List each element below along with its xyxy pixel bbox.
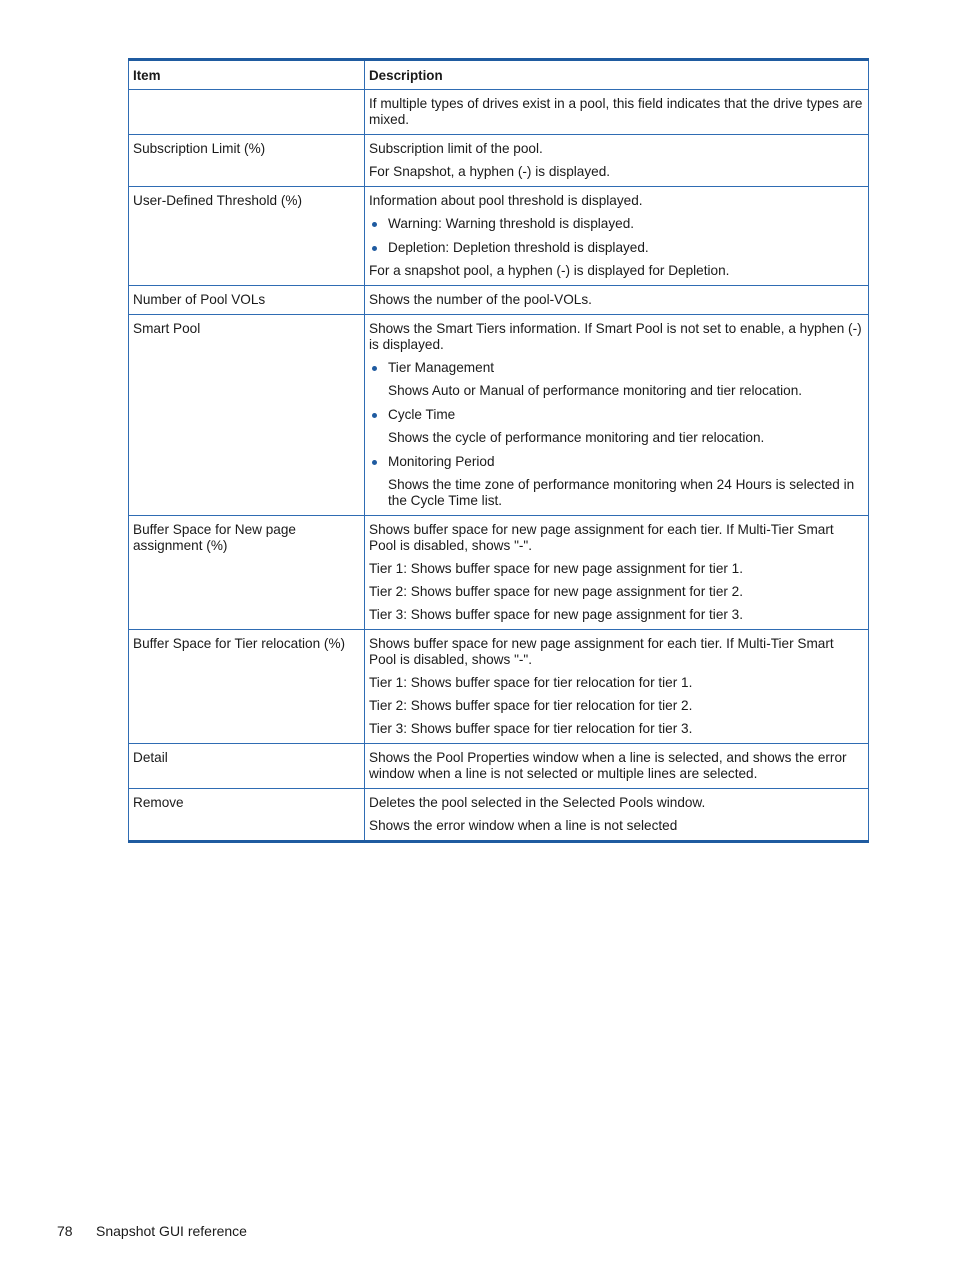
bullet-subtext: Shows Auto or Manual of performance monitoring and tier relocation. [388,383,803,398]
item-cell: Number of Pool VOLs [129,286,365,315]
description-cell [365,90,869,135]
description-paragraph: Tier 2: Shows buffer space for tier relocation for tier 2. [369,698,693,713]
bullet-text: Cycle Time [388,407,456,422]
description-paragraph: For Snapshot, a hyphen (-) is displayed. [369,164,611,179]
table-row [129,516,869,630]
table-row [129,286,869,315]
description-cell [365,135,869,187]
bullet-list [369,360,864,509]
item-cell: Subscription Limit (%) [129,135,365,187]
bullet-text: Tier Management [388,360,495,375]
item-cell [129,90,365,135]
table-row [129,187,869,286]
description-cell [365,789,869,842]
bullet-list [369,216,864,256]
section-title: Snapshot GUI reference [96,1223,247,1239]
bullet-item [369,454,864,509]
table-row [129,744,869,789]
header-item: Item [129,60,365,90]
bullet-subtext: Shows the time zone of performance monitoring when 24 Hours is selected in the Cycle Time list. [388,477,855,508]
description-cell [365,630,869,744]
description-paragraph: For a snapshot pool, a hyphen (-) is displayed for Depletion. [369,263,730,278]
item-cell: Buffer Space for New page assignment (%) [129,516,365,630]
description-paragraph: Shows the Pool Properties window when a line is selected, and shows the error window when a line is not selected or multiple lines are selected. [369,750,847,781]
description-paragraph: Tier 3: Shows buffer space for tier relocation for tier 3. [369,721,693,736]
bullet-icon [372,222,377,227]
bullet-icon [372,413,377,418]
description-paragraph: If multiple types of drives exist in a pool, this field indicates that the drive types are mixed. [369,96,863,127]
bullet-icon [372,460,377,465]
table-row [129,630,869,744]
bullet-icon [372,246,377,251]
description-paragraph: Shows the Smart Tiers information. If Smart Pool is not set to enable, a hyphen (-) is displayed. [369,321,862,352]
page-number: 78 [57,1223,73,1239]
bullet-text: Monitoring Period [388,454,495,469]
bullet-icon [372,366,377,371]
description-paragraph: Shows buffer space for new page assignment for each tier. If Multi-Tier Smart Pool is disabled, shows "-". [369,636,834,667]
bullet-item [369,360,864,399]
reference-table [128,58,869,843]
description-cell [365,315,869,516]
description-paragraph: Shows the number of the pool-VOLs. [369,292,592,307]
description-cell [365,516,869,630]
item-cell: Remove [129,789,365,842]
description-paragraph: Tier 3: Shows buffer space for new page assignment for tier 3. [369,607,744,622]
description-paragraph: Tier 2: Shows buffer space for new page assignment for tier 2. [369,584,744,599]
description-paragraph: Shows the error window when a line is not selected [369,818,678,833]
table-header-row [129,60,869,90]
bullet-subtext: Shows the cycle of performance monitoring and tier relocation. [388,430,765,445]
item-cell: Buffer Space for Tier relocation (%) [129,630,365,744]
description-paragraph: Shows buffer space for new page assignment for each tier. If Multi-Tier Smart Pool is disabled, shows "-". [369,522,834,553]
header-description: Description [365,60,869,90]
table-row [129,90,869,135]
description-paragraph: Tier 1: Shows buffer space for new page assignment for tier 1. [369,561,744,576]
item-cell: Smart Pool [129,315,365,516]
table-row [129,135,869,187]
item-cell: Detail [129,744,365,789]
table-row [129,789,869,842]
bullet-item [369,216,864,232]
bullet-item [369,407,864,446]
description-paragraph: Subscription limit of the pool. [369,141,543,156]
description-paragraph: Deletes the pool selected in the Selected Pools window. [369,795,706,810]
table-row [129,315,869,516]
bullet-text: Warning: Warning threshold is displayed. [388,216,635,231]
description-cell [365,744,869,789]
page-footer [57,1223,247,1239]
description-paragraph: Information about pool threshold is displayed. [369,193,643,208]
bullet-item [369,240,864,256]
description-paragraph: Tier 1: Shows buffer space for tier relocation for tier 1. [369,675,693,690]
description-cell [365,187,869,286]
description-cell [365,286,869,315]
item-cell: User-Defined Threshold (%) [129,187,365,286]
bullet-text: Depletion: Depletion threshold is displayed. [388,240,649,255]
